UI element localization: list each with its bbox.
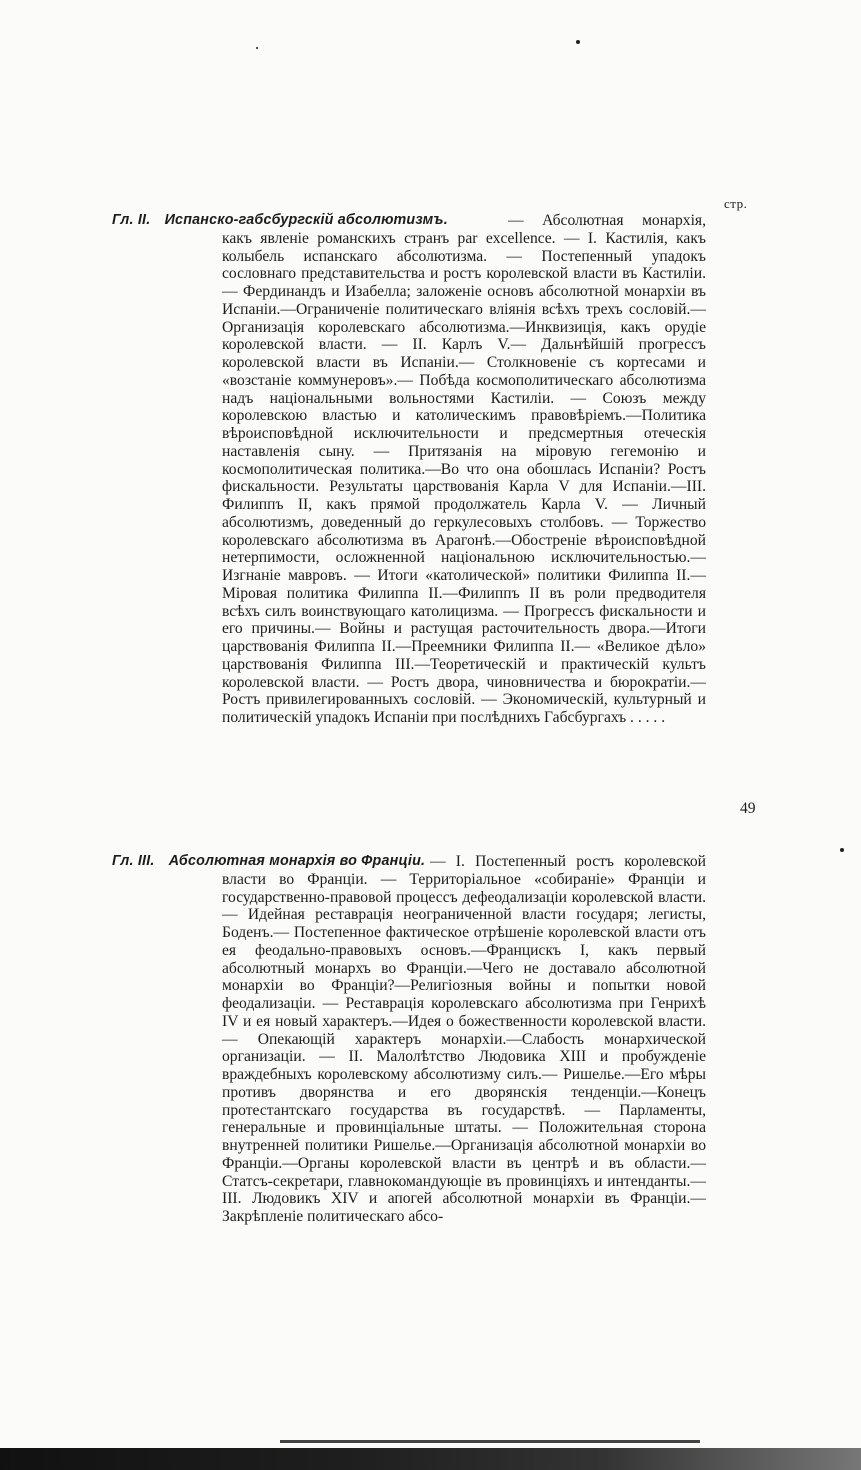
print-speck	[256, 47, 258, 49]
page-column-header: стр.	[724, 196, 748, 211]
chapter-summary-text: — Абсолютная монархія, какъ явленіе романскихъ странъ par excellence. — I. Кастилія, какъ колыбель испанскаго абсолютизма. — Постепенный упадокъ сословнаго представительства и ростъ королевской власти въ Кастиліи. — Фердинандъ и Изабелла; заложеніе основъ абсолютной монархіи въ Испаніи.—Ограниченіе политическаго вліянія всѣхъ трехъ сословій.—Организація королевскаго абсолютизма.—Инквизиція, какъ орудіе королевской власти. — II. Карлъ V.— Дальнѣйшій прогрессъ королевской власти въ Испаніи.— Столкновеніе съ кортесами и «возстаніе коммунеровъ».— Побѣда космополитическаго абсолютизма надъ національными вольностями Кастиліи. — Союзъ между королевскою властью и католическимъ правовѣріемъ.—Политика вѣроисповѣдной исключительности и предсмертныя отеческія наставленія сыну. — Притязанія на міровую гегемонію и космополитическая политика.—Во что она обошлась Испаніи? Ростъ фискальности. Результаты царствованія Карла V для Испаніи.—III. Филиппъ II, какъ прямой продолжатель Карла V. — Личный абсолютизмъ, доведенный до геркулесовыхъ столбовъ. — Торжество королевскаго абсолютизма въ Арагонѣ.—Обостреніе вѣроисповѣдной нетерпимости, осложненной національною исключительностью.— Изгнаніе мавровъ. — Итоги «католической» политики Филиппа II.—Міровая политика Филиппа II.—Филиппъ II въ роли предводителя всѣхъ силъ воинствующаго католицизма. — Прогрессъ фискальности и его причины.— Войны и растущая расточительность двора.—Итоги царствованія Филиппа II.—Преемники Филиппа II.— «Великое дѣло» царствованія Филиппа III.—Теоретическій и практическій культъ королевской власти. — Ростъ двора, чиновничества и бюрократіи.—Ростъ привилегированныхъ сословій. — Экономическій, культурный и политическій упадокъ Испаніи при послѣднихъ Габсбургахъ . . . . .	[222, 212, 706, 726]
page-number: 49	[740, 800, 756, 817]
chapter-title: Испанско-габсбургскій абсолютизмъ.	[164, 212, 448, 228]
page-edge-shadow	[0, 1448, 861, 1470]
chapter-label: Гл. III.	[112, 853, 155, 869]
print-speck	[576, 40, 580, 44]
chapter-title: Абсолютная монархія во Франціи.	[168, 853, 426, 869]
print-speck	[840, 848, 844, 852]
chapter-label: Гл. II.	[112, 212, 151, 228]
chapter-summary-text: — I. Постепенный ростъ королевской власти во Франціи. — Территоріальное «собираніе» Франціи и государственно-правовой процессъ дефеодализаціи королевской власти. — Идейная реставрація неограниченной власти государя; легисты, Боденъ.— Постепенное фактическое отрѣшеніе королевской власти отъ ея феодально-правовыхъ основъ.—Францискъ I, какъ первый абсолютный монархъ во Франціи.—Чего не доставало абсолютной монархіи во Франціи?—Религіозныя войны и попытки новой феодализаціи. — Реставрація королевскаго абсолютизма при Генрихѣ IV и ея новый характеръ.—Идея о божественности королевской власти.— Опекающій характеръ монархіи.—Слабость монархической организаціи. — II. Малолѣтство Людовика XIII и пробужденіе враждебныхъ королевскому абсолютизму силъ.— Ришелье.—Его мѣры противъ дворянства и его дворянскія тенденціи.—Конецъ протестантскаго государства въ государствѣ. — Парламенты, генеральные и провинціальные штаты. — Положительная сторона внутренней политики Ришелье.—Организація абсолютной монархіи во Франціи.—Органы королевской власти въ центрѣ и въ области.— Статсъ-секретари, главнокомандующіе въ провинціяхъ и интенданты.—III. Людовикъ XIV и апогей абсолютной монархіи въ Франціи.—Закрѣпленіе политическаго абсо-	[222, 853, 706, 1225]
page-edge-line	[280, 1440, 700, 1443]
